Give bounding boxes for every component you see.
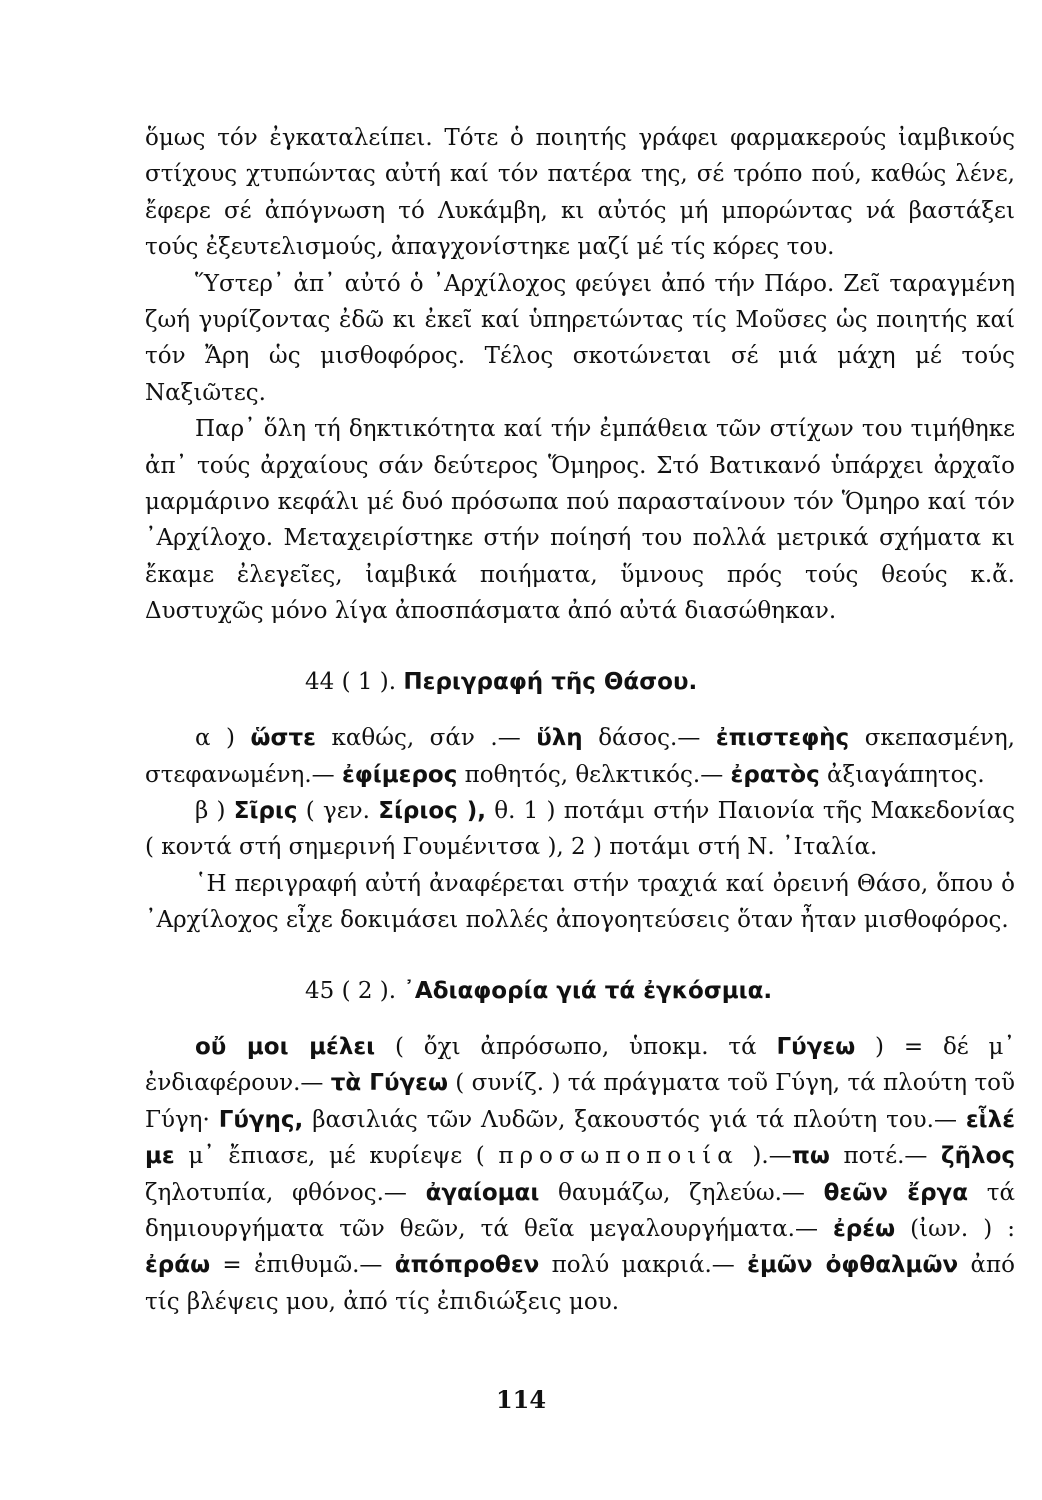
section-44-heading [145, 664, 1015, 700]
section-45-title: ᾿Αδιαφορία γιά τά ἐγκόσμια. [403, 977, 773, 1004]
gloss-emphasis: προσωποποιία [498, 1143, 739, 1170]
gloss-term: τὰ Γύγεω [330, 1070, 448, 1097]
section-44-title: Περιγραφή τῆς Θάσου. [403, 668, 698, 695]
gloss-text: βασιλιάς τῶν Λυδῶν, ξακουστός γιά τά πλούτη του.— [303, 1106, 966, 1133]
gloss-marker: β ) [195, 797, 226, 824]
gloss-term: εἷλέ με [145, 1106, 1015, 1170]
gloss-term: ζῆλος [941, 1143, 1015, 1170]
gloss-term: ἐρατὸς [730, 761, 820, 788]
gloss-term: πω [791, 1143, 830, 1170]
gloss-text: ἀπό τίς βλέψεις μου, ἀπό τίς ἐπιδιώξεις μου. [145, 1252, 1016, 1315]
gloss-term: ἐμῶν ὀφθαλμῶν [747, 1252, 959, 1279]
gloss-text: πολύ μακριά.— [539, 1252, 748, 1279]
gloss-text: ζηλοτυπία, φθόνος.— [145, 1179, 426, 1206]
gloss-text: μ᾽ ἔπιασε, μέ κυρίεψε ( [174, 1143, 499, 1170]
gloss-term: ἐφίμερος [341, 761, 458, 788]
gloss-term: Σῖρις [233, 797, 298, 824]
gloss-term: ἐράω [145, 1252, 211, 1279]
section-45-heading [145, 973, 1015, 1009]
gloss-text: ποθητός, θελκτικός.— [457, 761, 731, 788]
section-44-gloss-b [145, 793, 1015, 866]
gloss-term: ὕλη [536, 725, 583, 752]
gloss-text: τά δημιουργήματα τῶν θεῶν, τά θεῖα μεγαλουργήματα.— [145, 1179, 1015, 1242]
gloss-term: Σίριος ), [378, 797, 486, 824]
gloss-text: ( γεν. [297, 797, 379, 824]
section-44-number: 44 ( 1 ). [305, 668, 397, 695]
gloss-text: ποτέ.— [829, 1143, 942, 1170]
gloss-term: ἐπιστεφὴς [715, 725, 850, 752]
intro-paragraph-1: ὅμως τόν ἐγκαταλείπει. Τότε ὁ ποιητής γράφει φαρμακερούς ἰαμβικούς στίχους χτυπώντας αὐτή καί τόν πατέρα της, σέ τρόπο πού, καθώς λένε, ἔφερε σέ ἀπόγνωση τό Λυκάμβη, κι αὐτός μή μπορώντας νά βαστάξει τούς ἐξευτελισμούς, ἀπαγχονίστηκε μαζί μέ τίς κόρες του. [145, 125, 1015, 261]
gloss-text: θ. 1 ) ποτάμι στήν Παιονία τῆς Μακεδονίας ( κοντά στή σημερινή Γουμένιτσα ), 2 ) ποτάμι στή Ν. ᾿Ιταλία. [145, 797, 1015, 861]
gloss-text: ἀξιαγάπητος. [819, 761, 985, 788]
gloss-text: σκεπασμένη, στεφανωμένη.— [145, 725, 1015, 788]
page-number: 114 [495, 1385, 547, 1414]
section-44-note: ῾Η περιγραφή αὐτή ἀναφέρεται στήν τραχιά καί ὀρεινή Θάσο, ὅπου ὁ ᾿Αρχίλοχος εἶχε δοκιμάσει πολλές ἀπογοητεύσεις ὅταν ἦταν μισθοφόρος. [145, 870, 1015, 934]
gloss-term: Γύγης, [218, 1106, 304, 1133]
intro-paragraph-3: Παρ᾽ ὅλη τή δηκτικότητα καί τήν ἐμπάθεια τῶν στίχων του τιμήθηκε ἀπ᾽ τούς ἀρχαίους σάν δεύτερος Ὅμηρος. Στό Βατικανό ὑπάρχει ἀρχαῖο μαρμάρινο κεφάλι μέ δυό πρόσωπα πού παρασταίνουν τόν Ὅμηρο καί τόν ᾿Αρχίλοχο. Μεταχειρίστηκε στήν ποίησή του πολλά μετρικά σχήματα κι ἔκαμε ἐλεγεῖες, ἰαμβικά ποιήματα, ὕμνους πρός τούς θεούς κ.ἄ. Δυστυχῶς μόνο λίγα ἀποσπάσματα ἀπό αὐτά διασώθηκαν. [145, 416, 1015, 625]
gloss-text: ).— [738, 1143, 792, 1170]
intro-paragraph-2: Ὕστερ᾽ ἀπ᾽ αὐτό ὁ ᾿Αρχίλοχος φεύγει ἀπό τήν Πάρο. Ζεῖ ταραγμένη ζωή γυρίζοντας ἐδῶ κι ἐκεῖ καί ὑπηρετώντας τίς Μοῦσες ὡς ποιητής καί τόν Ἄρη ὡς μισθοφόρος. Τέλος σκοτώνεται σέ μιά μάχη μέ τούς Ναξιῶτες. [145, 270, 1015, 406]
gloss-text: ( συνίζ. ) τά πράγματα τοῦ Γύγη, τά πλούτη τοῦ Γύγη· [145, 1070, 1015, 1133]
gloss-term: ἐρέω [833, 1215, 896, 1242]
gloss-text: θαυμάζω, ζηλεύω.— [539, 1179, 824, 1206]
gloss-text: δάσος.— [582, 725, 716, 752]
gloss-text: ) = δέ μ᾽ ἐνδιαφέρουν.— [145, 1033, 1015, 1097]
gloss-term: θεῶν ἔργα [823, 1179, 969, 1206]
section-45-number: 45 ( 2 ). [305, 977, 397, 1004]
section-44-gloss-a [145, 720, 1015, 793]
gloss-term: ἀπόπροθεν [394, 1252, 540, 1279]
gloss-marker: α ) [195, 725, 236, 752]
page-content [145, 120, 1015, 1320]
gloss-term: ἀγαίομαι [425, 1179, 540, 1206]
gloss-term: ὥστε [250, 725, 316, 752]
gloss-term: οὔ μοι μέλει [195, 1033, 376, 1060]
gloss-text: = ἐπιθυμῶ.— [210, 1252, 395, 1279]
gloss-text: ( ὄχι ἀπρόσωπο, ὑποκμ. τά [375, 1033, 777, 1060]
gloss-text: καθώς, σάν .— [315, 725, 537, 752]
gloss-text: (ἰων. ) : [895, 1215, 1015, 1242]
gloss-term: Γύγεω [776, 1033, 856, 1060]
section-45-gloss [145, 1029, 1015, 1320]
